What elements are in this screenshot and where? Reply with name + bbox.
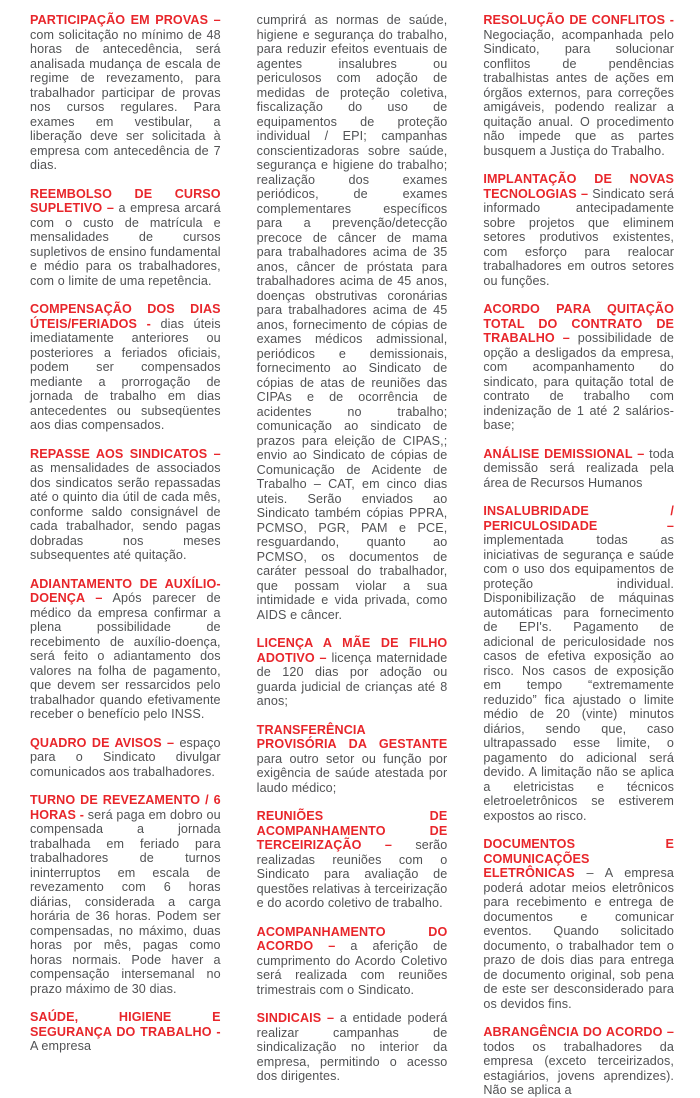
agreement-section bbox=[483, 1025, 674, 1098]
section-heading: QUADRO DE AVISOS – bbox=[30, 735, 175, 750]
section-body: cumprirá as normas de saúde, higiene e segurança do trabalho, para reduzir efeitos eventuais de agentes insalubres ou periculosos com adoção de medidas de proteção coletiva, fiscalização do uso de equipamentos de proteção individual / EPI; campanhas conscientizadoras sobre saúde, segurança e higiene do trabalho; realização dos exames periódicos, de exames complementares específicos para a prevenção/detecção precoce de câncer de mama para trabalhadores acima de 35 anos, câncer de próstata para trabalhadores acima de 45 anos, doenças obstrutivas coronárias para trabalhadores acima de 45 anos, fornecimento de cópias de exames médicos admissional, periódicos e demissionais, fornecimento ao Sindicato de cópias de atas de reuniões das CIPAs e de ocorrência de acidentes no trabalho; comunicação ao sindicato de prazos para eleição de CIPAS,; envio ao Sindicato de cópias de Comunicação de Acidente de Trabalho – CAT, em cinco dias uteis. Serão enviados ao Sindicato também cópias PPRA, PCMSO, PGR, PAM e PCE, resguardando, quanto ao PCMSO, os documentos de caráter pessoal do trabalhador, que possam violar a sua intimidade e vida privada, como AIDS e câncer. bbox=[256, 13, 448, 622]
section-body: será paga em dobro ou compensada a jornada trabalhada em feriado para trabalhadores de turnos ininterruptos em escala de revezamento com 6 horas diárias, considerada a carga horária de 36 horas. Podem ser compensadas, no máximo, duas horas por mês, pagas como horas normais. Pode haver a compensação intersemanal no prazo máximo de 30 dias. bbox=[30, 807, 221, 996]
section-heading: REPASSE AOS SINDICATOS – bbox=[30, 446, 221, 461]
agreement-section bbox=[30, 793, 221, 996]
section-body: a entidade poderá realizar campanhas de sindicalização no interior da empresa, permitindo o acesso dos dirigentes. bbox=[256, 1011, 448, 1083]
agreement-section bbox=[257, 1011, 448, 1084]
text-column-3 bbox=[483, 13, 675, 1097]
section-body: espaço para o Sindicato divulgar comunicados aos trabalhadores. bbox=[30, 735, 221, 779]
section-body: com solicitação no mínimo de 48 horas de antecedência, será analisada mudança de escala de regime de revezamento, para trabalhador participar de provas nos cursos regulares. Para exames em vestibular, a liberação deve ser solicitada à empresa com antecedência de 7 dias. bbox=[30, 27, 221, 172]
section-body: Sindicato será informado antecipadamente sobre projetos que eliminem setores produtivos existentes, com esforço para realocar trabalhadores em outros setores ou funções. bbox=[483, 186, 675, 288]
agreement-section bbox=[30, 736, 221, 780]
text-column-1 bbox=[30, 13, 221, 1053]
agreement-section bbox=[483, 172, 674, 288]
agreement-section bbox=[30, 302, 221, 433]
section-heading: RESOLUÇÃO DE CONFLITOS - bbox=[483, 13, 675, 27]
agreement-section bbox=[30, 13, 221, 173]
section-heading: REEMBOLSO DE CURSO SUPLETIVO – bbox=[30, 186, 221, 215]
section-body: a aferição de cumprimento do Acordo Coletivo será realizada com reuniões trimestrais com o Sindicato. bbox=[256, 939, 448, 997]
section-heading: IMPLANTAÇÃO DE NOVAS TECNOLOGIAS – bbox=[483, 172, 675, 201]
section-heading: INSALUBRIDADE / PERICULOSIDADE – bbox=[483, 504, 675, 533]
agreement-section bbox=[30, 1010, 221, 1054]
section-heading: COMPENSAÇÃO DOS DIAS ÚTEIS/FERIADOS - bbox=[30, 302, 221, 331]
agreement-section bbox=[257, 925, 448, 998]
agreement-section bbox=[30, 447, 221, 563]
section-body: Negociação, acompanhada pelo Sindicato, para solucionar conflitos de pendências trabalhistas antes de ações em órgãos externos, para correções amigáveis, podendo realizar a quitação anual. O procedimento não impede que as partes busquem a Justiça do Trabalho. bbox=[483, 27, 675, 158]
section-heading: DOCUMENTOS E COMUNICAÇÕES ELETRÔNICAS bbox=[483, 837, 675, 880]
section-body: serão realizadas reuniões com o Sindicato para avaliação de questões relativas à terceirização e do acordo coletivo de trabalho. bbox=[256, 838, 448, 910]
text-column-2 bbox=[256, 13, 448, 1083]
section-heading: PARTICIPAÇÃO EM PROVAS – bbox=[30, 13, 221, 27]
section-heading: REUNIÕES DE ACOMPANHAMENTO DE TERCEIRIZAÇÃO – bbox=[256, 809, 448, 852]
section-body: possibilidade de opção a desligados da empresa, com acompanhamento do sindicato, para quitação total de contrato de trabalho com indenização de 1 até 2 salários-base; bbox=[483, 331, 675, 432]
section-body: dias úteis imediatamente anteriores ou posteriores a feriados oficiais, podem ser compensados mediante a prorrogação de jornada de trabalho em dias antecedentes ou subseqüentes aos dias compensados. bbox=[30, 316, 221, 432]
section-heading: SAÚDE, HIGIENE E SEGURANÇA DO TRABALHO - bbox=[30, 1010, 221, 1039]
section-heading: TURNO DE REVEZAMENTO / 6 HORAS - bbox=[30, 793, 221, 822]
agreement-section bbox=[483, 447, 674, 491]
agreement-section bbox=[257, 636, 448, 709]
section-body: implementada todas as iniciativas de segurança e saúde com o uso dos equipamentos de proteção individual. Disponibilização de máquinas automáticas para fornecimento de EPI's. Pagamento de adicional de periculosidade nos casos de efetiva exposição ao risco. Nos casos de exposição em tempo “extremamente reduzido” fica ajustado o limite médio de 20 (vinte) minutos diários, sendo que, caso ultrapassado esse limite, o pagamento do adicional será devido. A limitação não se aplica a eletricistas e técnicos eletroeletrônicos se estiverem expostos ao risco. bbox=[483, 533, 675, 823]
section-heading: ABRANGÊNCIA DO ACORDO – bbox=[483, 1025, 675, 1039]
section-heading: SINDICAIS – bbox=[256, 1011, 335, 1025]
section-body: a empresa arcará com o custo de matrícula e mensalidades de cursos supletivos de ensino fundamental e médio para os trabalhadores, com o limite de uma repetência. bbox=[30, 201, 221, 288]
agreement-section bbox=[30, 577, 221, 722]
agreement-section bbox=[257, 723, 448, 796]
section-heading: TRANSFERÊNCIA PROVISÓRIA DA GESTANTE bbox=[256, 722, 448, 751]
section-heading: ANÁLISE DEMISSIONAL – bbox=[483, 446, 645, 461]
agreement-section bbox=[257, 13, 448, 622]
agreement-section bbox=[483, 504, 674, 823]
section-body: toda demissão será realizada pela área de Recursos Humanos bbox=[483, 446, 675, 490]
section-heading: ADIANTAMENTO DE AUXÍLIO-DOENÇA – bbox=[30, 576, 221, 605]
section-body: para outro setor ou função por exigência de saúde atestada por laudo médico; bbox=[256, 751, 448, 795]
section-heading: LICENÇA A MÃE DE FILHO ADOTIVO – bbox=[256, 636, 448, 665]
section-body: Após parecer de médico da empresa confirmar a plena possibilidade de recebimento de auxílio-doença, será feito o adiantamento dos valores na folha de pagamento, que devem ser ressarcidos pelo trabalhador quando efetivamente receber o benefício pelo INSS. bbox=[30, 591, 221, 721]
agreement-section bbox=[483, 837, 674, 1011]
section-heading: ACOMPANHAMENTO DO ACORDO – bbox=[256, 924, 448, 953]
section-body: todos os trabalhadores da empresa (exceto terceirizados, estagiários, jovens aprendizes). Não se aplica a bbox=[483, 1039, 675, 1097]
agreement-section bbox=[30, 187, 221, 289]
section-body: – A empresa poderá adotar meios eletrônicos para recebimento e entrega de documentos e comunicar eventos. Quando solicitado documento, o trabalhador tem o prazo de dois dias para entrega de documento original, sob pena de este ser desconsiderado para os devidos fins. bbox=[483, 866, 675, 1011]
agreement-section bbox=[483, 302, 674, 433]
agreement-section bbox=[257, 809, 448, 911]
section-body: as mensalidades de associados dos sindicatos serão repassadas até o quinto dia útil de cada mês, conforme saldo consignável de cada trabalhador, sendo pagas dobradas nos meses subsequentes até quitação. bbox=[30, 461, 221, 562]
section-heading: ACORDO PARA QUITAÇÃO TOTAL DO CONTRATO DE TRABALHO – bbox=[483, 302, 675, 345]
section-body: A empresa bbox=[30, 1039, 92, 1053]
section-body: licença maternidade de 120 dias por adoção ou guarda judicial de crianças até 8 anos; bbox=[256, 650, 448, 708]
agreement-section bbox=[483, 13, 674, 158]
